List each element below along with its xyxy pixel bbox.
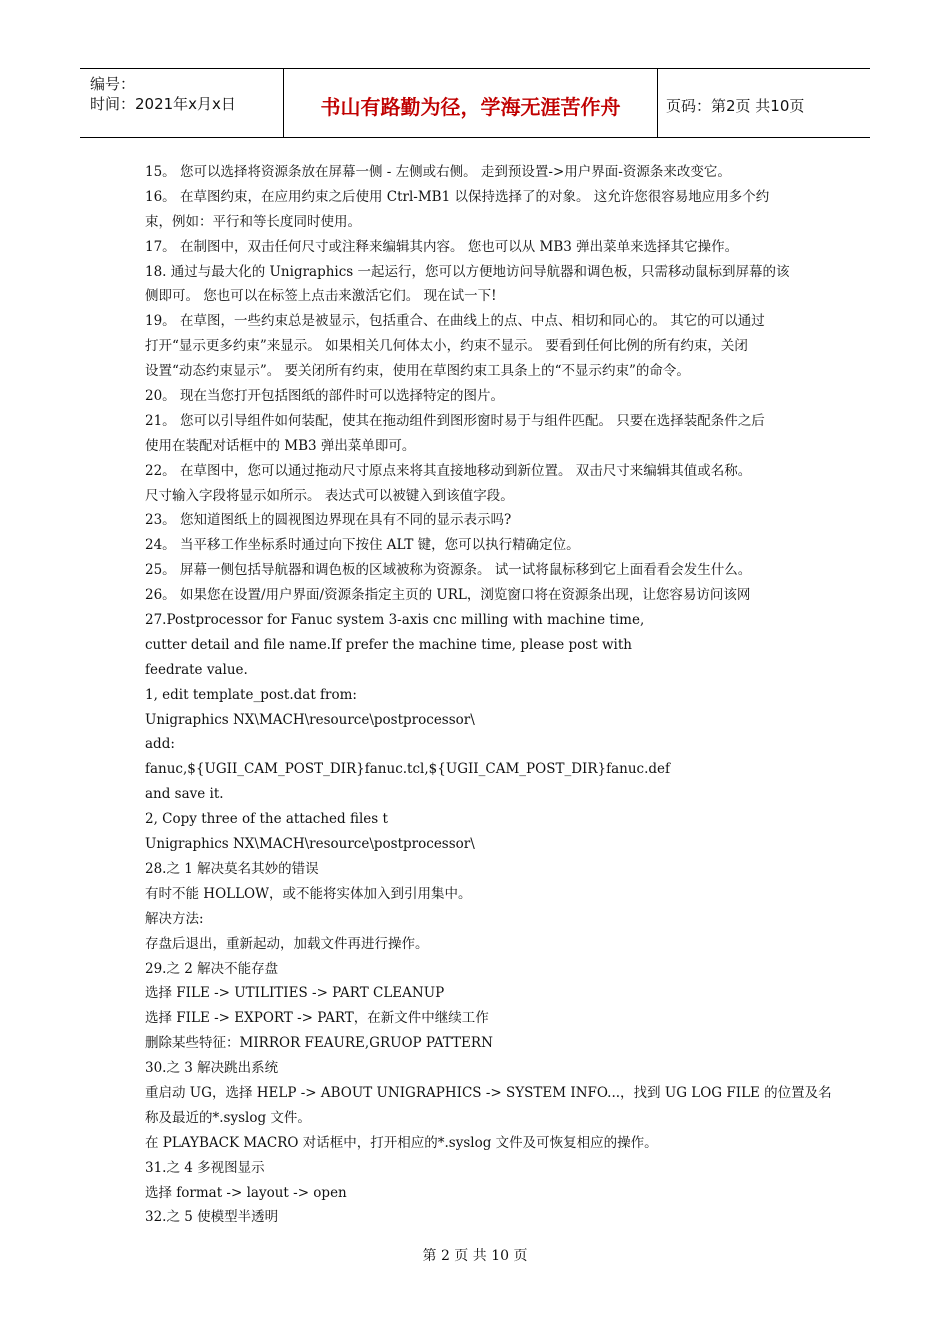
body-text-line: 解决方法: <box>145 910 204 927</box>
body-text-line: Unigraphics NX\MACH\resource\postprocessor\ <box>145 711 475 728</box>
body-text-line: 称及最近的*.syslog 文件。 <box>145 1109 311 1126</box>
document-body <box>145 160 832 1230</box>
body-text-line: 侧即可。 您也可以在标签上点击来激活它们。 现在试一下! <box>145 288 497 305</box>
body-text-line: 删除某些特征：MIRROR FEAURE,GRUOP PATTERN <box>145 1035 493 1052</box>
body-text-line: 打开“显示更多约束”来显示。 如果相关几何体太小，约束不显示。 要看到任何比例的所有约束，关闭 <box>145 338 748 355</box>
body-text-line: 16。 在草图约束，在应用约束之后使用 Ctrl-MB1 以保持选择了的对象。 这允许您很容易地应用多个约 <box>145 188 770 205</box>
body-text-line: 19。 在草图，一些约束总是被显示，包括重合、在曲线上的点、中点、相切和同心的。 其它的可以通过 <box>145 313 765 330</box>
header-middle-cell <box>283 69 658 137</box>
body-text-line: 31.之 4 多视图显示 <box>145 1159 265 1176</box>
body-text-line: 21。 您可以引导组件如何装配，使其在拖动组件到图形窗时易于与组件匹配。 只要在选择装配条件之后 <box>145 412 765 429</box>
body-text-line: 32.之 5 使模型半透明 <box>145 1209 279 1226</box>
body-text-line: 设置“动态约束显示”。 要关闭所有约束，使用在草图约束工具条上的“不显示约束”的命令。 <box>145 363 690 380</box>
page-header <box>80 68 870 138</box>
body-text-line: and save it. <box>145 786 224 803</box>
header-left-cell <box>80 69 283 137</box>
header-page-info: 页码：第2页 共10页 <box>666 97 805 115</box>
body-text-line: 选择 FILE -> UTILITIES -> PART CLEANUP <box>145 985 445 1002</box>
body-text-line: 选择 format -> layout -> open <box>145 1184 347 1201</box>
body-text-line: 24。 当平移工作坐标系时通过向下按住 ALT 键，您可以执行精确定位。 <box>145 537 580 554</box>
body-text-line: 重启动 UG，选择 HELP -> ABOUT UNIGRAPHICS -> SYSTEM INFO...，找到 UG LOG FILE 的位置及名 <box>145 1084 832 1101</box>
body-text-line: 束，例如：平行和等长度同时使用。 <box>145 213 361 230</box>
body-text-line: 20。 现在当您打开包括图纸的部件时可以选择特定的图片。 <box>145 388 504 405</box>
header-right-cell <box>657 69 870 137</box>
body-text-line: 28.之 1 解决莫名其妙的错误 <box>145 860 319 877</box>
document-time-label: 时间：2021年x月x日 <box>90 95 236 113</box>
body-text-line: 22。 在草图中，您可以通过拖动尺寸原点来将其直接地移动到新位置。 双击尺寸来编辑其值或名称。 <box>145 462 752 479</box>
body-text-line: 1, edit template_post.dat from: <box>145 686 357 703</box>
page-footer: 第 2 页 共 10 页 <box>422 1248 528 1264</box>
body-text-line: 23。 您知道图纸上的圆视图边界现在具有不同的显示表示吗? <box>145 512 512 529</box>
body-text-line: 29.之 2 解决不能存盘 <box>145 960 279 977</box>
body-text-line: cutter detail and file name.If prefer the machine time, please post with <box>145 636 632 653</box>
body-text-line: fanuc,${UGII_CAM_POST_DIR}fanuc.tcl,${UGII_CAM_POST_DIR}fanuc.def <box>145 761 671 778</box>
body-text-line: 存盘后退出，重新起动，加载文件再进行操作。 <box>145 935 429 952</box>
body-text-line: 17。 在制图中，双击任何尺寸或注释来编辑其内容。 您也可以从 MB3 弹出菜单来选择其它操作。 <box>145 238 739 255</box>
body-text-line: 18. 通过与最大化的 Unigraphics 一起运行，您可以方便地访问导航器和调色板，只需移动鼠标到屏幕的该 <box>145 263 790 280</box>
body-text-line: 尺寸输入字段将显示如所示。 表达式可以被键入到该值字段。 <box>145 487 514 504</box>
body-text-line: Unigraphics NX\MACH\resource\postprocessor\ <box>145 836 475 853</box>
document-number-label: 编号： <box>90 75 136 93</box>
body-text-line: 2, Copy three of the attached files t <box>145 811 388 828</box>
body-text-line: 选择 FILE -> EXPORT -> PART，在新文件中继续工作 <box>145 1010 489 1027</box>
body-text-line: add: <box>145 736 175 753</box>
body-text-line: 使用在装配对话框中的 MB3 弹出菜单即可。 <box>145 437 416 454</box>
body-text-line: feedrate value. <box>145 661 248 678</box>
body-text-line: 15。 您可以选择将资源条放在屏幕一侧 - 左侧或右侧。 走到预设置->用户界面-资源条来改变它。 <box>145 164 731 180</box>
body-text-line: 25。 屏幕一侧包括导航器和调色板的区域被称为资源条。 试一试将鼠标移到它上面看看会发生什么。 <box>145 562 752 579</box>
body-text-line: 有时不能 HOLLOW，或不能将实体加入到引用集中。 <box>145 885 472 902</box>
body-text-line: 27.Postprocessor for Fanuc system 3-axis cnc milling with machine time, <box>145 612 645 629</box>
body-text-line: 30.之 3 解决跳出系统 <box>145 1060 279 1077</box>
body-text-line: 26。 如果您在设置/用户界面/资源条指定主页的 URL，浏览窗口将在资源条出现，让您容易访问该网 <box>145 587 751 604</box>
header-motto: 书山有路勤为径，学海无涯苦作舟 <box>320 95 621 119</box>
body-text-line: 在 PLAYBACK MACRO 对话框中，打开相应的*.syslog 文件及可恢复相应的操作。 <box>145 1134 658 1151</box>
